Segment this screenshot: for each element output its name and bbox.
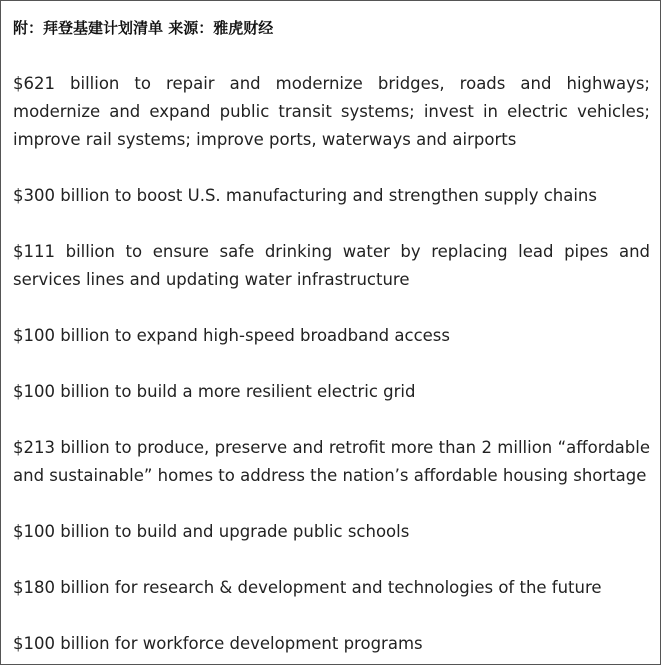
list-item-housing: $213 billion to produce, preserve and retrofit more than 2 million “affordable and sustainable” homes to address the nation’s affordable housing shortage [13, 438, 650, 485]
list-item-water: $111 billion to ensure safe drinking water by replacing lead pipes and services lines and updating water infrastructure [13, 242, 650, 289]
list-item-manufacturing: $300 billion to boost U.S. manufacturing and strengthen supply chains [13, 186, 597, 205]
list-item-electric-grid: $100 billion to build a more resilient electric grid [13, 382, 416, 401]
list-item-broadband: $100 billion to expand high-speed broadband access [13, 326, 450, 345]
list-item-transport: $621 billion to repair and modernize bridges, roads and highways; modernize and expand public transit systems; invest in electric vehicles; improve rail systems; improve ports, waterways and airports [13, 74, 650, 149]
document-header: 附：拜登基建计划清单 来源：雅虎财经 [13, 19, 274, 37]
list-item-schools: $100 billion to build and upgrade public schools [13, 522, 410, 541]
list-item-workforce: $100 billion for workforce development programs [13, 634, 423, 653]
list-item-research: $180 billion for research & development and technologies of the future [13, 578, 602, 597]
